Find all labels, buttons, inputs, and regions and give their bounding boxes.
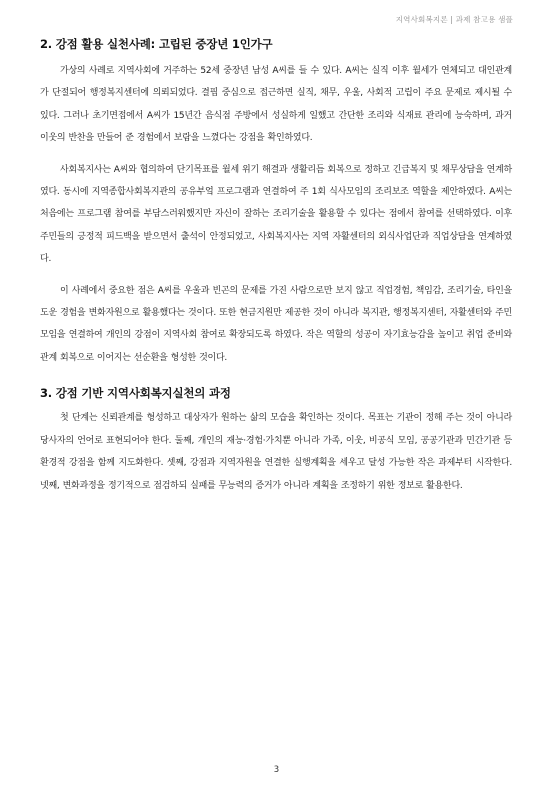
section-3-paragraph-1: 첫 단계는 신뢰관계를 형성하고 대상자가 원하는 삶의 모습을 확인하는 것이다. 목표는 기관이 정해 주는 것이 아니라 당사자의 언어로 표현되어야 한다. 둘째, 개인의 재능·경험·가치뿐 아니라 가족, 이웃, 비공식 모임, 공공기관과 민간기관 등 환경적 강점을 함께 지도화한다. 셋째, 강점과 지역자원을 연결한 실행계획을 세우고 달성 가능한 작은 과제부터 시작한다. 넷째, 변화과정을 정기적으로 점검하되 실패를 무능력의 증거가 아니라 계획을 조정하기 위한 정보로 활용한다.	[40, 413, 512, 491]
page-number: 3	[273, 765, 280, 775]
running-header: 지역사회복지론 | 과제 참고용 샘플	[395, 15, 513, 24]
section-2-heading: 2. 강점 활용 실천사례: 고립된 중장년 1인가구	[40, 37, 273, 51]
page-body	[40, 36, 512, 497]
section-3-heading: 3. 강점 기반 지역사회복지실천의 과정	[40, 386, 231, 401]
section-2-paragraph-3: 이 사례에서 중요한 점은 A씨를 우울과 빈곤의 문제를 가진 사람으로만 보지 않고 직업경험, 책임감, 조리기술, 타인을 도운 경험을 변화자원으로 활용했다는 것이다. 또한 현금지원만 제공한 것이 아니라 복지관, 행정복지센터, 자활센터와 주민모임을 연결하여 개인의 강점이 지역사회 참여로 확장되도록 하였다. 작은 역할의 성공이 자기효능감을 높이고 취업 준비와 관계 회복으로 이어지는 선순환을 형성한 것이다.	[40, 285, 512, 363]
section-2-paragraph-2: 사회복지사는 A씨와 협의하여 단기목표를 월세 위기 해결과 생활리듬 회복으로 정하고 긴급복지 및 채무상담을 연계하였다. 동시에 지역종합사회복지관의 공유부엌 프로그램과 연결하여 주 1회 식사모임의 조리보조 역할을 제안하였다. A씨는 처음에는 프로그램 참여를 부담스러워했지만 자신이 잘하는 조리기술을 활용할 수 있다는 점에서 참여를 선택하였다. 이후 주민들의 긍정적 피드백을 받으면서 출석이 안정되었고, 사회복지사는 지역 자활센터의 외식사업단과 직업상담을 연계하였다.	[40, 164, 512, 265]
section-2-paragraph-1: 가상의 사례로 지역사회에 거주하는 52세 중장년 남성 A씨를 들 수 있다. A씨는 실직 이후 월세가 연체되고 대인관계가 단절되어 행정복지센터에 의뢰되었다. 결핍 중심으로 접근하면 실직, 채무, 우울, 사회적 고립이 주요 문제로 제시될 수 있다. 그러나 초기면접에서 A씨가 15년간 음식점 주방에서 성실하게 일했고 간단한 조리와 식재료 관리에 능숙하며, 과거 이웃의 반찬을 만들어 준 경험에서 보람을 느꼈다는 강점을 확인하였다.	[40, 66, 512, 144]
